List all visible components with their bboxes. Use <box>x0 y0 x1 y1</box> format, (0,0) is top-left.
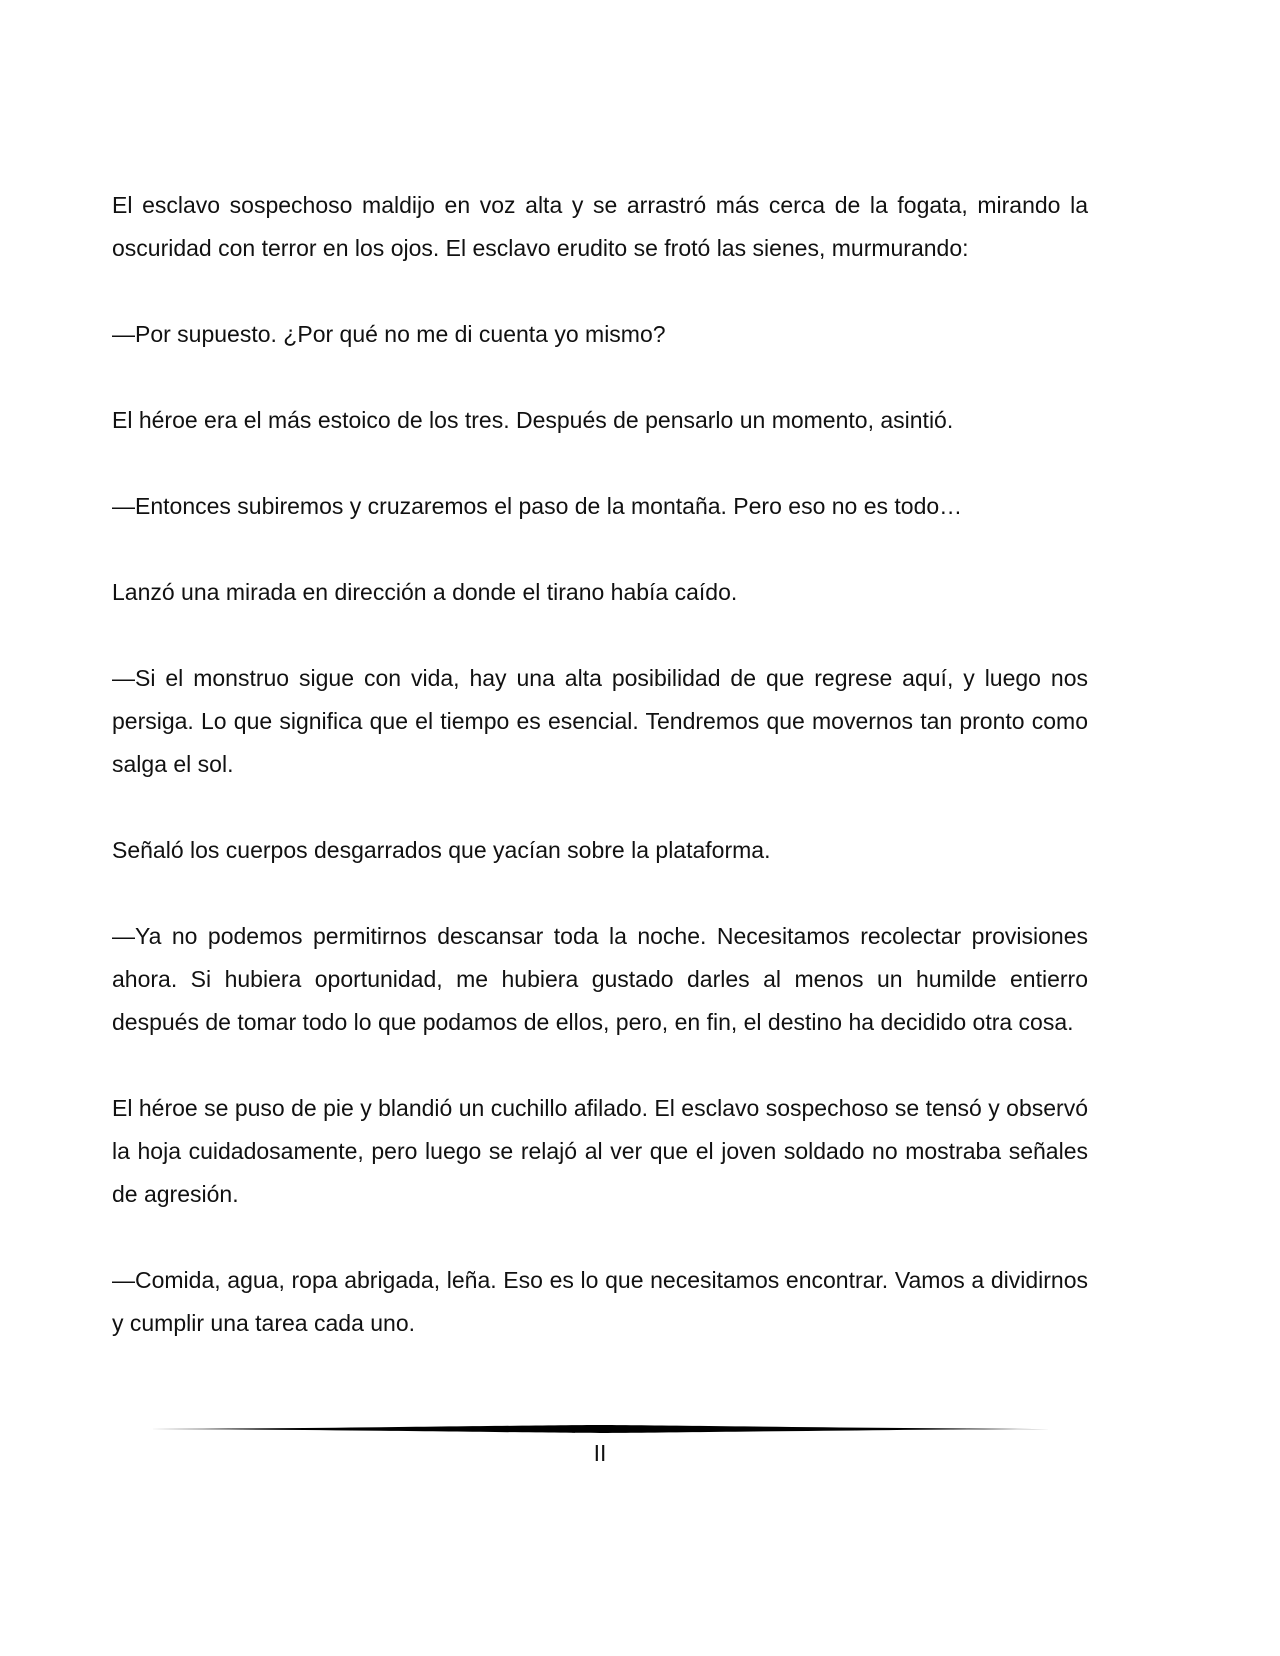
footer-divider <box>150 1422 1050 1436</box>
paragraph: El héroe era el más estoico de los tres. Después de pensarlo un momento, asintió. <box>112 407 954 433</box>
paragraph: —Si el monstruo sigue con vida, hay una alta posibilidad de que regrese aquí, y luego nos persiga. Lo que significa que el tiempo es esencial. Tendremos que movernos tan pronto como salga el sol. <box>112 665 1088 777</box>
body-text <box>112 184 1088 1388</box>
page-number: II <box>593 1440 607 1466</box>
paragraph: El héroe se puso de pie y blandió un cuchillo afilado. El esclavo sospechoso se tensó y observó la hoja cuidadosamente, pero luego se relajó al ver que el joven soldado no mostraba señales de agresión. <box>112 1095 1088 1207</box>
paragraph: —Por supuesto. ¿Por qué no me di cuenta yo mismo? <box>112 321 666 347</box>
paragraph: —Comida, agua, ropa abrigada, leña. Eso es lo que necesitamos encontrar. Vamos a dividirnos y cumplir una tarea cada uno. <box>112 1267 1088 1336</box>
paragraph: Lanzó una mirada en dirección a donde el tirano había caído. <box>112 579 738 605</box>
paragraph: El esclavo sospechoso maldijo en voz alta y se arrastró más cerca de la fogata, mirando la oscuridad con terror en los ojos. El esclavo erudito se frotó las sienes, murmurando: <box>112 192 1088 261</box>
paragraph: Señaló los cuerpos desgarrados que yacían sobre la plataforma. <box>112 837 771 863</box>
paragraph: —Ya no podemos permitirnos descansar toda la noche. Necesitamos recolectar provisiones ahora. Si hubiera oportunidad, me hubiera gustado darles al menos un humilde entierro después de tomar todo lo que podamos de ellos, pero, en fin, el destino ha decidido otra cosa. <box>112 923 1088 1035</box>
paragraph: —Entonces subiremos y cruzaremos el paso de la montaña. Pero eso no es todo… <box>112 493 963 519</box>
